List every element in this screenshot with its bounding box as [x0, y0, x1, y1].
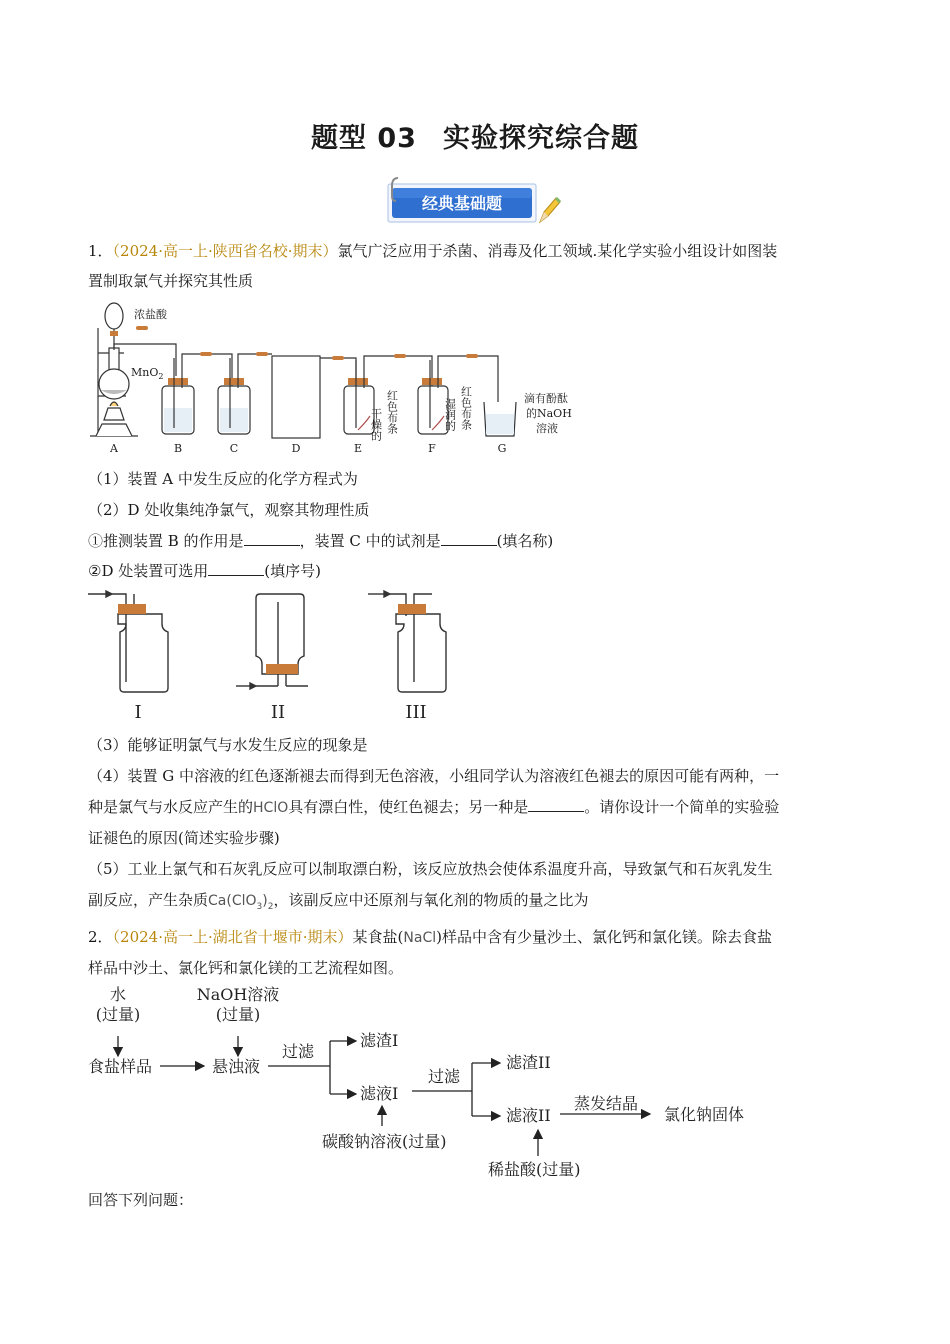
question-number: 1．	[88, 242, 113, 260]
beaker-g	[484, 402, 516, 436]
label-g-1: 滴有酚酞	[524, 392, 568, 405]
q1-part5-line1: （5）工业上氯气和石灰乳反应可以制取漂白粉，该反应放热会使体系温度升高，导致氯气和石灰乳发生	[88, 860, 773, 878]
flow-hcl: 稀盐酸(过量)	[488, 1160, 581, 1179]
label-e: E	[353, 442, 363, 455]
bottle-option-2	[236, 594, 308, 689]
collection-bottles-figure	[86, 586, 466, 726]
flow-excess-2: (过量)	[215, 1005, 261, 1024]
round-flask	[99, 348, 129, 399]
question-2-stem-cont: 样品中沙土、氯化钙和氯化镁的工艺流程如图。	[88, 959, 404, 977]
label-g-3: 溶液	[536, 422, 558, 435]
q1-part5-line2: 副反应，产生杂质$Ca(ClO_3)_2$，该副反应中还原剂与氧化剂的物质的量之比为	[88, 891, 589, 912]
flow-filter-1: 过滤	[282, 1042, 315, 1061]
label-mno2: MnO$_2$	[131, 366, 164, 381]
pencil-icon	[540, 198, 560, 222]
banner-label: 经典基础题	[421, 194, 503, 213]
wash-bottle-c	[218, 358, 250, 434]
label-f-side2: 红色布条	[459, 386, 473, 430]
label-g-2: 的NaOH	[526, 407, 572, 420]
flow-residue-2: 滤渣II	[506, 1053, 551, 1072]
label-option-3: III	[405, 702, 427, 723]
device-d-box	[272, 356, 320, 438]
process-flowchart	[86, 984, 766, 1184]
flow-na2co3: 碳酸钠溶液(过量)	[322, 1132, 447, 1151]
label-g: G	[497, 442, 507, 455]
flow-filtrate-1: 滤液I	[360, 1084, 399, 1103]
q1-part4-line2: 种是氯气与水反应产生的HClO具有漂白性，使红色褪去；另一种是 。请你设计一个简单的实验验	[88, 798, 780, 816]
alcohol-lamp	[96, 402, 132, 436]
wash-bottle-b	[162, 358, 194, 434]
label-c: C	[229, 442, 239, 455]
question-source: （2024·高一上·陕西省名校·期末）	[112, 242, 338, 260]
label-conc-hcl: 浓盐酸	[134, 308, 167, 321]
label-e-side2: 红色布条	[385, 390, 399, 434]
flow-product: 氯化钠固体	[664, 1105, 745, 1124]
page-title: 题型 03 实验探究综合题	[311, 123, 639, 154]
answer-blank	[441, 544, 497, 546]
label-b: B	[173, 442, 183, 455]
q1-part2-1: ①推测装置 B 的作用是 ，装置 C 中的试剂是 (填名称)	[88, 532, 554, 550]
flow-water: 水	[109, 985, 127, 1004]
q1-part2-2: ②D 处装置可选用 (填序号)	[88, 562, 321, 580]
label-d: D	[291, 442, 301, 455]
label-option-2: II	[270, 702, 286, 723]
connector	[136, 326, 148, 330]
label-a: A	[110, 442, 118, 455]
question-2-stem: 2．（2024·高一上·湖北省十堰市·期末）某食盐(NaCl)样品中含有少量沙土、氯化钙和氯化镁。除去食盐	[88, 928, 772, 946]
q1-part1: （1）装置 A 中发生反应的化学方程式为	[88, 470, 358, 488]
bottle-option-3	[368, 591, 446, 692]
flow-excess-1: (过量)	[95, 1005, 141, 1024]
label-f-side1: 湿润的	[443, 398, 457, 431]
answer-blank	[208, 574, 264, 576]
section-banner	[384, 176, 566, 228]
answer-prompt: 回答下列问题：	[88, 1191, 194, 1209]
question-1-stem: 1．（2024·高一上·陕西省名校·期末）氯气广泛应用于杀菌、消毒及化工领域.某化学实验小组设计如图装	[88, 242, 778, 260]
flow-naoh: NaOH溶液	[196, 985, 280, 1004]
flow-suspension: 悬浊液	[212, 1057, 261, 1076]
flow-evaporate: 蒸发结晶	[574, 1094, 639, 1113]
q1-part2: （2）D 处收集纯净氯气，观察其物理性质	[88, 501, 370, 519]
q1-part4-line3: 证褪色的原因(简述实验步骤)	[88, 829, 280, 847]
flow-residue-1: 滤渣I	[360, 1031, 399, 1050]
flow-filter-2: 过滤	[428, 1067, 461, 1086]
label-option-1: I	[134, 702, 142, 723]
label-f: F	[428, 442, 436, 455]
q1-part4-line1: （4）装置 G 中溶液的红色逐渐褪去而得到无色溶液，小组同学认为溶液红色褪去的原因可能有两种，一	[88, 767, 780, 785]
q1-part3: （3）能够证明氯气与水发生反应的现象是	[88, 736, 368, 754]
answer-blank	[528, 810, 584, 812]
bottle-option-1	[88, 591, 168, 692]
apparatus-figure	[86, 298, 586, 460]
flow-filtrate-2: 滤液II	[506, 1106, 551, 1125]
question-1-stem-cont: 置制取氯气并探究其性质	[88, 272, 254, 290]
flow-sample: 食盐样品	[88, 1057, 153, 1076]
label-e-side1: 干燥的	[369, 408, 383, 441]
answer-blank	[244, 544, 300, 546]
